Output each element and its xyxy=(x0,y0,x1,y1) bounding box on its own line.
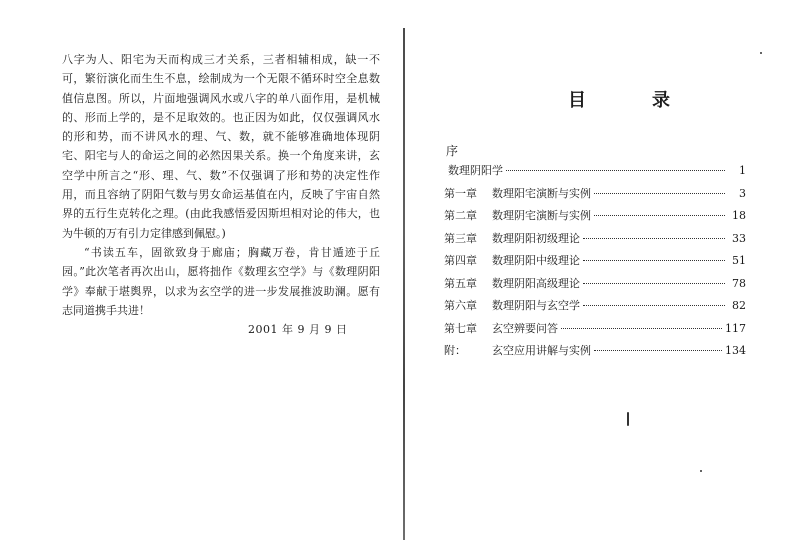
toc-entry-page: 1 xyxy=(739,164,746,177)
toc-entry-page: 51 xyxy=(732,254,746,267)
toc-entry-title: 数理阴阳初级理论 xyxy=(492,231,580,245)
toc-entry-title: 数理阴阳中级理论 xyxy=(492,254,580,267)
preface-paragraph: “书读五车，固欲致身于廊庙；胸藏万卷，肯甘遁迹于丘园。”此次笔者再次出山，愿将拙作《数理玄空学》与《数理阴阳学》奉献于堪舆界，以求为玄空学的进一步发展推波助澜。愿有志同道携手共进！ xyxy=(62,245,380,317)
preface-date: 2001 年 9 月 9 日 xyxy=(248,323,348,336)
toc-preface-heading: 序 xyxy=(446,144,459,158)
toc-entry-title: 数理阴阳与玄空学 xyxy=(492,299,580,312)
toc-leader-dots xyxy=(594,350,722,351)
table-of-contents xyxy=(444,162,746,365)
toc-entry-number: 第四章 xyxy=(444,254,477,267)
toc-entry[interactable] xyxy=(444,252,746,275)
toc-entry-page: 78 xyxy=(732,276,746,290)
toc-entry[interactable] xyxy=(444,207,746,230)
toc-entry-page: 33 xyxy=(732,231,746,245)
toc-entry[interactable] xyxy=(444,275,746,298)
toc-entry[interactable] xyxy=(444,297,746,320)
toc-entry[interactable] xyxy=(444,185,746,208)
toc-entry-number: 第五章 xyxy=(444,276,477,290)
toc-leader-dots xyxy=(594,193,725,194)
toc-entry-title: 玄空辨要问答 xyxy=(492,321,558,335)
toc-entry[interactable] xyxy=(444,320,746,343)
toc-entry-number: 第一章 xyxy=(444,186,477,200)
toc-entry-page: 18 xyxy=(732,209,746,222)
toc-entry-page: 134 xyxy=(725,344,746,357)
toc-leader-dots xyxy=(583,283,725,284)
toc-leader-dots xyxy=(594,215,725,216)
toc-entry-number: 第七章 xyxy=(444,321,477,335)
preface-text xyxy=(62,50,380,320)
toc-entry-page: 82 xyxy=(732,299,746,312)
toc-entry-title: 数理阳宅演断与实例 xyxy=(492,186,591,200)
toc-entry-title: 玄空应用讲解与实例 xyxy=(492,344,591,357)
toc-entry[interactable] xyxy=(444,342,746,365)
toc-entry-number: 第六章 xyxy=(444,299,477,312)
toc-entry-title: 数理阴宅演断与实例 xyxy=(492,209,591,222)
toc-leader-dots xyxy=(561,328,722,329)
toc-entry-number: 附： xyxy=(444,344,466,357)
toc-leader-dots xyxy=(583,305,725,306)
toc-entry[interactable] xyxy=(444,230,746,253)
preface-paragraph: 八字为人、阳宅为天而构成三才关系，三者相辅相成，缺一不可，繁衍演化而生生不息，绘制成为一个无限不循环时空全息数值信息图。所以，片面地强调风水或八字的单八面作用，是机械的、形而上学的，是不足取效的。也正因为如此，仅仅强调风水的形和势，而不讲风水的理、气、数，就不能够准确地体现阴宅、阳宅与人的命运之间的必然因果关系。换一个角度来讲，玄空学中所言之“形、理、气、数”不仅强调了形和势的决定性作用，而且容纳了阴阳气数与男女命运基值在内，反映了宇宙自然界的五行生克转化之理。(由此我感悟爱因斯坦相对论的伟大，也为牛顿的万有引力定律感到佩慰。) xyxy=(62,53,380,240)
toc-entry-title: 数理阴阳高级理论 xyxy=(492,276,580,290)
toc-entry[interactable] xyxy=(444,162,746,185)
toc-title: 目 录 xyxy=(568,90,694,111)
toc-entry-page: 117 xyxy=(725,321,746,335)
toc-leader-dots xyxy=(506,170,725,171)
book-spine-divider xyxy=(403,28,405,540)
toc-leader-dots xyxy=(583,238,725,239)
toc-entry-number: 第二章 xyxy=(444,209,477,222)
toc-entry-number: 第三章 xyxy=(444,231,477,245)
toc-entry-title: 数理阴阳学 xyxy=(448,164,503,177)
toc-leader-dots xyxy=(583,260,725,261)
toc-entry-page: 3 xyxy=(739,186,746,200)
